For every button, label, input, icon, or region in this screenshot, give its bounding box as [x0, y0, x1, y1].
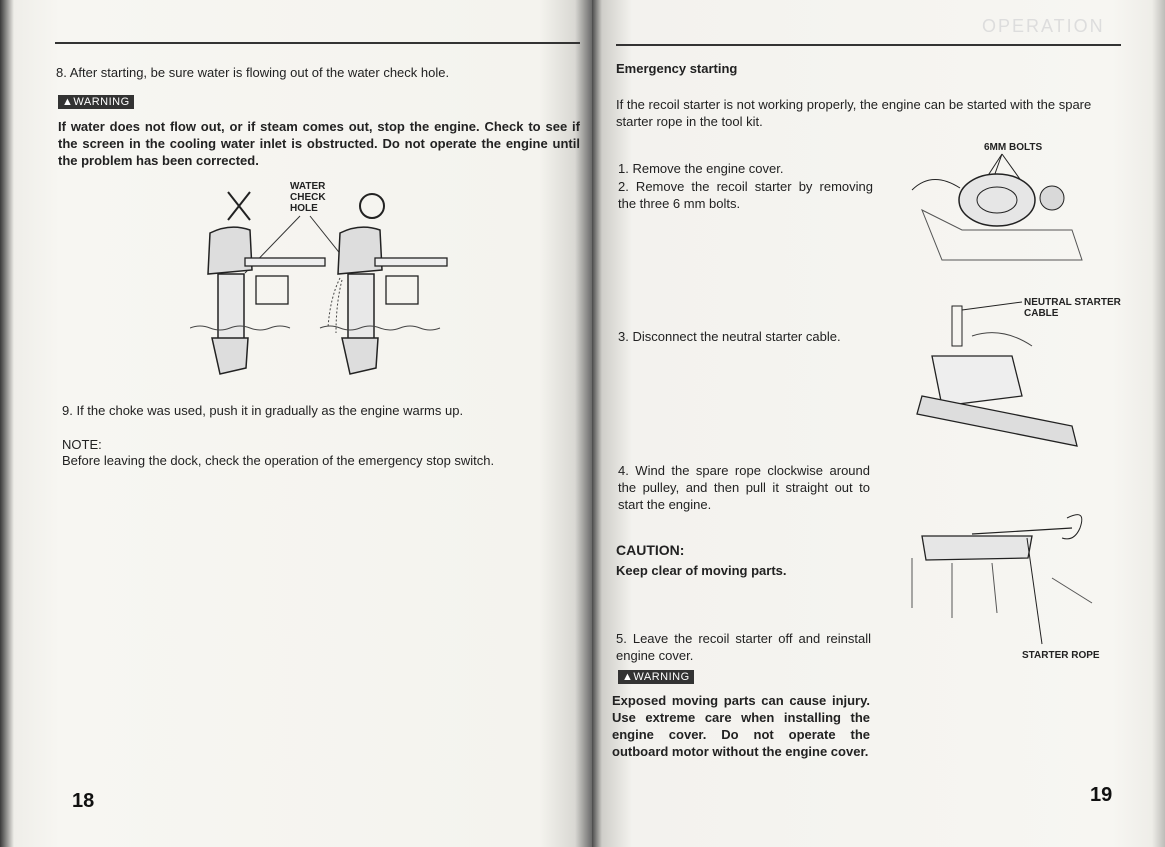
page-number-right: 19 — [1090, 784, 1113, 806]
right-page — [592, 0, 1165, 847]
step-9: 9. If the choke was used, push it in gradually as the engine warms up. — [62, 403, 464, 418]
faded-header: OPERATION — [982, 16, 1105, 36]
step-3: 3. Disconnect the neutral starter cable. — [618, 329, 841, 344]
note-text: Before leaving the dock, check the operation of the emergency stop switch. — [62, 453, 495, 468]
recoil-starter-figure — [902, 150, 1092, 270]
water-check-hole-label: WATER CHECK HOLE — [290, 181, 326, 214]
page-number-left: 18 — [72, 790, 95, 812]
fig1-label: 6MM BOLTS — [984, 142, 1043, 153]
top-rule — [616, 44, 1121, 46]
fig3-label: STARTER ROPE — [1022, 650, 1100, 661]
intro-text: If the recoil starter is not working properly, the engine can be started with the spare starter rope in the tool kit. — [616, 97, 1092, 129]
caution-heading: CAUTION: — [616, 542, 685, 558]
warning-text: If water does not flow out, or if steam comes out, stop the engine. Check to see if the screen in the cooling water inlet is obstructed. Do not operate the engine until the problem has been corrected. — [58, 119, 580, 168]
warning-badge: ▲WARNING — [58, 95, 134, 109]
step-2: 2. Remove the recoil starter by removing the three 6 mm bolts. — [618, 179, 873, 211]
step-5: 5. Leave the recoil starter off and reinstall engine cover. — [616, 631, 871, 663]
caution-text: Keep clear of moving parts. — [616, 563, 787, 578]
starter-rope-figure — [902, 508, 1102, 648]
warning-text: Exposed moving parts can cause injury. Use extreme care when installing the engine cover. Do not operate the outboard motor without the engine cover. — [612, 693, 870, 759]
neutral-starter-cable-figure — [912, 296, 1092, 456]
step-4: 4. Wind the spare rope clockwise around the pulley, and then pull it straight out to start the engine. — [618, 463, 870, 512]
warning-badge: ▲WARNING — [618, 670, 694, 684]
step-8: 8. After starting, be sure water is flowing out of the water check hole. — [56, 65, 450, 80]
fig2-label: NEUTRAL STARTER CABLE — [1024, 297, 1121, 319]
section-title: Emergency starting — [616, 61, 738, 76]
step-1: 1. Remove the engine cover. — [618, 161, 784, 176]
note-heading: NOTE: — [62, 437, 102, 452]
top-rule — [55, 42, 580, 44]
